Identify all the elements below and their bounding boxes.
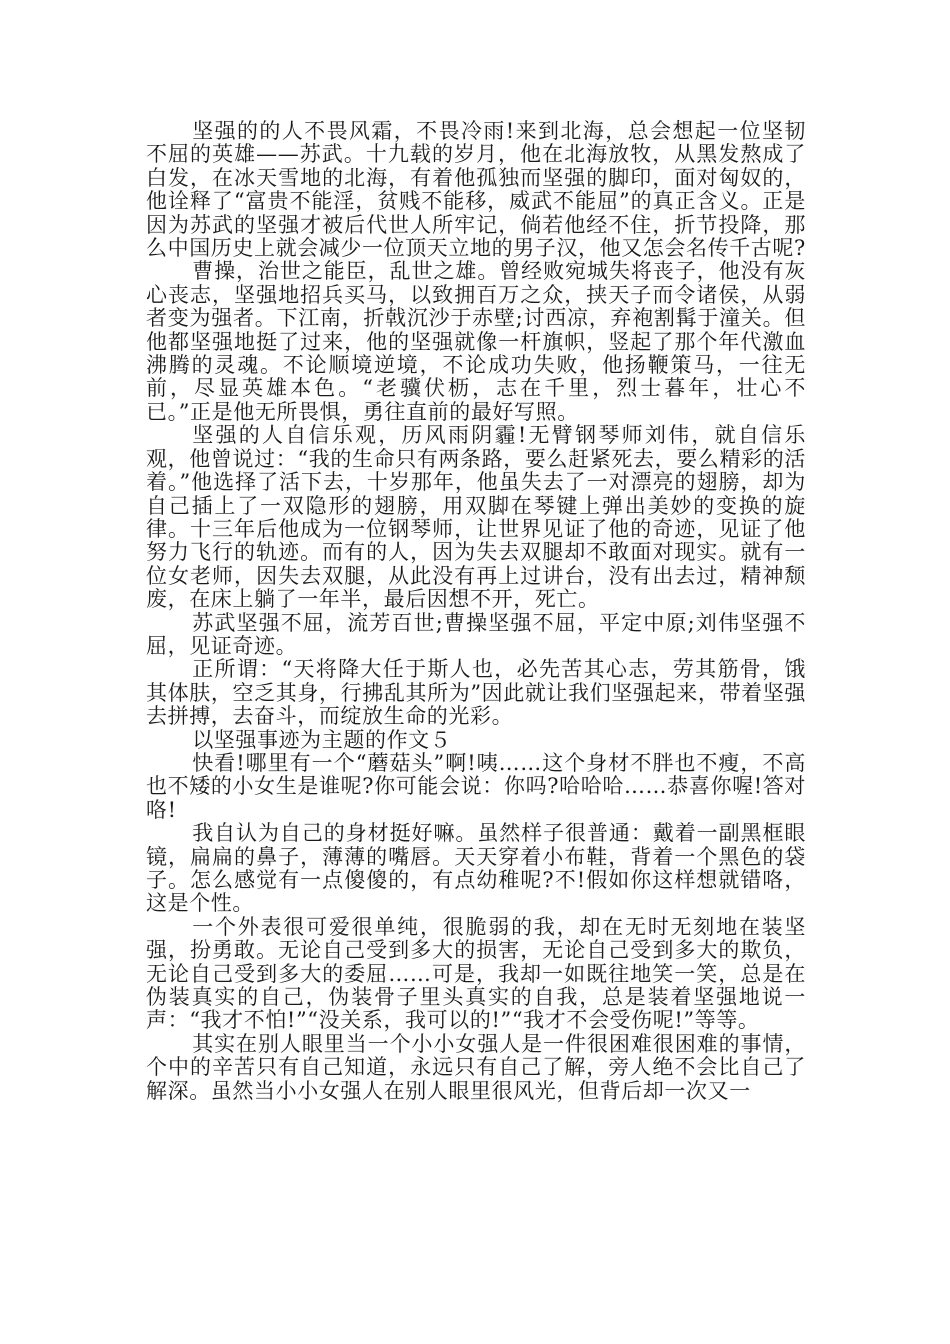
paragraph-summary: 苏武坚强不屈，流芳百世;曹操坚强不屈，平定中原;刘伟坚强不屈，见证奇迹。 (146, 610, 806, 658)
paragraph-mushroom-head: 快看!哪里有一个“蘑菇头”啊!咦……这个身材不胖也不瘦，不高也不矮的小女生是谁呢?你可能会说：你吗?哈哈哈……恭喜你喔!答对咯! (146, 750, 806, 822)
paragraph-difficulty: 其实在别人眼里当一个小小女强人是一件很困难很困难的事情，个中的辛苦只有自己知道，永远只有自己了解，旁人绝不会比自己了解深。虽然当小小女强人在别人眼里很风光，但背后却一次又一 (146, 1031, 806, 1103)
paragraph-cao-cao: 曹操，治世之能臣，乱世之雄。曾经败宛城失将丧子，他没有灰心丧志，坚强地招兵买马，以致拥百万之众，挟天子而令诸侯，从弱者变为强者。下江南，折戟沉沙于赤壁;讨西凉，弃袍割髯于潼关。但他都坚强地挺了过来，他的坚强就像一杆旗帜，竖起了那个年代激血沸腾的灵魂。不论顺境逆境，不论成功失败，他扬鞭策马，一往无前，尽显英雄本色。“老骥伏枥，志在千里，烈士暮年，壮心不已。”正是他无所畏惧，勇往直前的最好写照。 (146, 259, 806, 424)
document-body (146, 120, 806, 1103)
paragraph-appearance: 我自认为自己的身材挺好嘛。虽然样子很普通：戴着一副黑框眼镜，扁扁的鼻子，薄薄的嘴唇。天天穿着小布鞋，背着一个黑色的袋子。怎么感觉有一点傻傻的，有点幼稚呢?不!假如你这样想就错咯，这是个性。 (146, 821, 806, 916)
paragraph-conclusion: 正所谓：“天将降大任于斯人也，必先苦其心志，劳其筋骨，饿其体肤，空乏其身，行拂乱其所为”因此就让我们坚强起来，带着坚强去拼搏，去奋斗，而绽放生命的光彩。 (146, 657, 806, 729)
paragraph-pretend-strong: 一个外表很可爱很单纯，很脆弱的我，却在无时无刻地在装坚强，扮勇敢。无论自己受到多大的损害，无论自己受到多大的欺负，无论自己受到多大的委屈……可是，我却一如既往地笑一笑，总是在伪装真实的自己，伪装骨子里头真实的自我，总是装着坚强地说一声：“我才不怕!”“没关系，我可以的!”“我才不会受伤呢!”等等。 (146, 914, 806, 1033)
paragraph-su-wu: 坚强的的人不畏风霜，不畏冷雨!来到北海，总会想起一位坚韧不屈的英雄——苏武。十九载的岁月，他在北海放牧，从黑发熬成了白发，在冰天雪地的北海，有着他孤独而坚强的脚印，面对匈奴的，他诠释了“富贵不能淫，贫贱不能移，威武不能屈”的真正含义。正是因为苏武的坚强才被后代世人所牢记，倘若他经不住，折节投降，那么中国历史上就会减少一位顶天立地的男子汉，他又怎会名传千古呢? (146, 119, 806, 261)
section-title: 以坚强事迹为主题的作文５ (192, 727, 452, 752)
paragraph-liu-wei: 坚强的人自信乐观，历风雨阴霾!无臂钢琴师刘伟，就自信乐观，他曾说过：“我的生命只有两条路，要么赶紧死去，要么精彩的活着。”他选择了活下去，十岁那年，他虽失去了一对漂亮的翅膀，却为自己插上了一双隐形的翅膀，用双脚在琴键上弹出美妙的变换的旋律。十三年后他成为一位钢琴师，让世界见证了他的奇迹，见证了他努力飞行的轨迹。而有的人，因为失去双腿却不敢面对现实。就有一位女老师，因失去双腿，从此没有再上过讲台，没有出去过，精神颓废，在床上躺了一年半，最后因想不开，死亡。 (146, 423, 806, 612)
